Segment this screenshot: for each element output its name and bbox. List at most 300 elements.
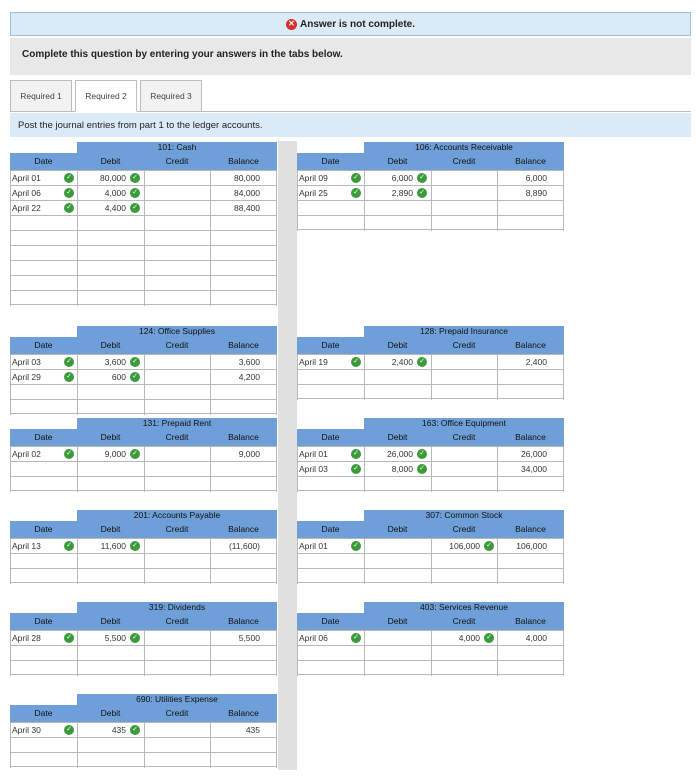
date-input[interactable] [297, 646, 364, 661]
check-icon: ✓ [64, 633, 74, 643]
date-select[interactable] [12, 370, 75, 385]
credit-input[interactable] [144, 661, 210, 676]
grid-line [77, 538, 78, 584]
grid-line [210, 630, 211, 676]
balance-value: 4,000 [525, 633, 547, 643]
grid-line [210, 354, 211, 415]
debit-input[interactable] [364, 385, 431, 400]
debit-input[interactable] [364, 171, 431, 186]
debit-input[interactable] [77, 646, 144, 661]
grid-line [297, 630, 298, 676]
tab-required-1[interactable]: Required 1 [10, 80, 72, 112]
credit-input[interactable] [431, 447, 498, 462]
column-header-debit: Debit [387, 616, 408, 626]
balance-value: 106,000 [516, 541, 547, 551]
debit-input[interactable] [77, 753, 144, 768]
credit-input[interactable] [431, 216, 497, 231]
column-header-debit: Debit [100, 432, 121, 442]
credit-input[interactable] [144, 447, 211, 462]
grid-line [563, 170, 564, 231]
grid-line [364, 630, 365, 676]
ledger-header-row [297, 337, 564, 354]
date-value: April 29 [12, 372, 41, 382]
check-icon: ✓ [64, 357, 74, 367]
date-input[interactable] [10, 276, 77, 291]
credit-input[interactable] [144, 231, 210, 246]
credit-input[interactable] [144, 171, 211, 186]
check-icon: ✓ [64, 188, 74, 198]
debit-input[interactable] [364, 216, 431, 231]
column-header-debit: Debit [100, 340, 121, 350]
credit-input[interactable] [144, 201, 211, 216]
date-select[interactable] [299, 355, 362, 370]
date-select[interactable] [299, 171, 362, 186]
debit-value: 5,500 [104, 633, 126, 643]
column-header-date: Date [321, 524, 340, 534]
balance-value: 8,890 [525, 188, 547, 198]
column-header-credit: Credit [165, 432, 189, 442]
debit-input[interactable] [77, 477, 144, 492]
date-input[interactable] [10, 291, 77, 306]
grid-line [77, 630, 78, 676]
ledger-header-row [297, 429, 564, 446]
debit-input[interactable] [364, 539, 431, 554]
date-input[interactable] [10, 231, 77, 246]
ledger-header-row [10, 705, 277, 722]
column-header-debit: Debit [387, 156, 408, 166]
debit-input[interactable] [364, 477, 431, 492]
column-header-credit: Credit [452, 156, 476, 166]
column-header-credit: Credit [452, 432, 476, 442]
debit-input[interactable] [77, 723, 144, 738]
credit-input[interactable] [431, 661, 497, 676]
date-select[interactable] [12, 201, 75, 216]
debit-input[interactable] [77, 554, 144, 569]
debit-value: 2,400 [391, 357, 413, 367]
check-icon: ✓ [351, 541, 361, 551]
debit-input[interactable] [77, 201, 144, 216]
grid-line [497, 630, 498, 676]
grid-line [431, 630, 432, 676]
credit-input[interactable] [144, 246, 210, 261]
credit-input[interactable] [144, 738, 210, 753]
credit-input[interactable] [144, 276, 210, 291]
debit-input[interactable] [77, 261, 144, 276]
date-value: April 28 [12, 633, 41, 643]
date-select[interactable] [12, 186, 75, 201]
grid-line [497, 538, 498, 584]
date-input[interactable] [10, 216, 77, 231]
debit-input[interactable] [77, 246, 144, 261]
date-input[interactable] [10, 661, 77, 676]
check-icon: ✓ [484, 541, 494, 551]
ledger-header-row [10, 429, 277, 446]
grid-line [144, 170, 145, 306]
column-header-debit: Debit [100, 616, 121, 626]
grid-line [364, 170, 365, 231]
debit-input[interactable] [77, 661, 144, 676]
ledger-title: 106: Accounts Receivable [364, 142, 564, 153]
grid-line [563, 538, 564, 584]
credit-input[interactable] [144, 753, 210, 768]
column-header-credit: Credit [165, 340, 189, 350]
credit-input[interactable] [144, 261, 210, 276]
debit-input[interactable] [77, 569, 144, 584]
grid-line [10, 538, 11, 584]
date-value: April 01 [12, 173, 41, 183]
debit-input[interactable] [77, 462, 144, 477]
ledger-title: 124: Office Supplies [77, 326, 277, 337]
column-header-debit: Debit [387, 524, 408, 534]
debit-value: 2,890 [391, 188, 413, 198]
debit-value: 600 [111, 372, 126, 382]
date-value: April 02 [12, 449, 41, 459]
credit-input[interactable] [144, 569, 210, 584]
debit-value: 4,400 [104, 203, 126, 213]
date-select[interactable] [299, 462, 362, 477]
date-select[interactable] [12, 447, 75, 462]
date-select[interactable] [12, 539, 75, 554]
credit-input[interactable] [144, 462, 210, 477]
check-icon: ✓ [351, 173, 361, 183]
date-select[interactable] [299, 631, 362, 646]
ledger-title: 403: Services Revenue [364, 602, 564, 613]
column-header-balance: Balance [228, 524, 259, 534]
date-input[interactable] [10, 554, 77, 569]
date-value: April 06 [12, 188, 41, 198]
debit-value: 4,000 [104, 188, 126, 198]
grid-line [563, 354, 564, 400]
grid-line [144, 630, 145, 676]
credit-value: 106,000 [449, 541, 480, 551]
ledger-header-row [10, 337, 277, 354]
credit-input[interactable] [144, 400, 210, 415]
debit-input[interactable] [364, 631, 431, 646]
debit-value: 6,000 [391, 173, 413, 183]
column-header-balance: Balance [515, 524, 546, 534]
date-input[interactable] [10, 462, 77, 477]
credit-input[interactable] [431, 569, 497, 584]
balance-value: 34,000 [521, 464, 547, 474]
grid-line [431, 170, 432, 231]
credit-input[interactable] [431, 201, 497, 216]
date-select[interactable] [12, 723, 75, 738]
check-icon: ✓ [130, 203, 140, 213]
banner-text: Answer is not complete. [299, 18, 416, 30]
debit-input[interactable] [77, 539, 144, 554]
debit-input[interactable] [364, 646, 431, 661]
debit-value: 8,000 [391, 464, 413, 474]
date-input[interactable] [10, 646, 77, 661]
ledger-title: 131: Prepaid Rent [77, 418, 277, 429]
debit-input[interactable] [77, 231, 144, 246]
date-input[interactable] [10, 246, 77, 261]
date-select[interactable] [12, 631, 75, 646]
check-icon: ✓ [64, 203, 74, 213]
date-select[interactable] [299, 447, 362, 462]
balance-value: 4,200 [238, 372, 260, 382]
ledger-header-row [10, 613, 277, 630]
credit-input[interactable] [431, 355, 498, 370]
debit-input[interactable] [364, 462, 431, 477]
date-value: April 30 [12, 725, 41, 735]
credit-input[interactable] [144, 723, 211, 738]
credit-input[interactable] [144, 370, 211, 385]
debit-input[interactable] [364, 569, 431, 584]
check-icon: ✓ [130, 449, 140, 459]
grid-line [364, 446, 365, 492]
grid-line [77, 170, 78, 306]
debit-input[interactable] [77, 631, 144, 646]
date-value: April 19 [299, 357, 328, 367]
credit-input[interactable] [431, 370, 497, 385]
grid-line [431, 446, 432, 492]
column-header-date: Date [34, 432, 53, 442]
column-header-credit: Credit [452, 616, 476, 626]
debit-input[interactable] [77, 291, 144, 306]
column-header-debit: Debit [100, 708, 121, 718]
column-separator [278, 141, 297, 770]
debit-input[interactable] [364, 447, 431, 462]
debit-input[interactable] [364, 661, 431, 676]
debit-input[interactable] [77, 216, 144, 231]
date-input[interactable] [297, 216, 364, 231]
balance-value: 80,000 [234, 173, 260, 183]
column-header-balance: Balance [228, 340, 259, 350]
balance-value: 5,500 [238, 633, 260, 643]
check-icon: ✓ [130, 372, 140, 382]
check-icon: ✓ [130, 541, 140, 551]
credit-input[interactable] [431, 631, 498, 646]
column-header-credit: Credit [452, 340, 476, 350]
debit-input[interactable] [77, 186, 144, 201]
credit-input[interactable] [431, 554, 497, 569]
check-icon: ✓ [130, 173, 140, 183]
check-icon: ✓ [417, 464, 427, 474]
date-value: April 25 [299, 188, 328, 198]
balance-value: 435 [245, 725, 260, 735]
tab-bar [10, 80, 205, 112]
debit-input[interactable] [77, 385, 144, 400]
ledger-header-row [297, 153, 564, 170]
grid-line [77, 446, 78, 492]
answer-status-banner [10, 12, 691, 36]
date-value: April 01 [299, 449, 328, 459]
check-icon: ✓ [130, 188, 140, 198]
date-input[interactable] [297, 370, 364, 385]
debit-value: 3,600 [104, 357, 126, 367]
debit-input[interactable] [364, 355, 431, 370]
credit-input[interactable] [431, 646, 497, 661]
grid-line [276, 446, 277, 492]
column-header-credit: Credit [165, 156, 189, 166]
check-icon: ✓ [351, 357, 361, 367]
credit-input[interactable] [144, 539, 211, 554]
credit-input[interactable] [144, 646, 210, 661]
balance-value: 6,000 [525, 173, 547, 183]
date-input[interactable] [10, 400, 77, 415]
grid-line [210, 722, 211, 768]
date-input[interactable] [10, 261, 77, 276]
date-input[interactable] [10, 385, 77, 400]
credit-input[interactable] [431, 171, 498, 186]
check-icon: ✓ [130, 357, 140, 367]
grid-line [144, 538, 145, 584]
date-value: April 06 [299, 633, 328, 643]
date-value: April 03 [12, 357, 41, 367]
check-icon: ✓ [64, 541, 74, 551]
instructions: Complete this question by entering your answers in the tabs below. [10, 38, 691, 75]
column-header-debit: Debit [100, 524, 121, 534]
column-header-debit: Debit [387, 432, 408, 442]
check-icon: ✓ [130, 725, 140, 735]
column-header-balance: Balance [228, 432, 259, 442]
grid-line [276, 354, 277, 415]
credit-input[interactable] [144, 355, 211, 370]
debit-input[interactable] [364, 186, 431, 201]
column-header-credit: Credit [165, 708, 189, 718]
balance-value: 3,600 [238, 357, 260, 367]
date-input[interactable] [297, 201, 364, 216]
credit-input[interactable] [431, 385, 497, 400]
credit-input[interactable] [144, 477, 210, 492]
credit-input[interactable] [431, 539, 498, 554]
ledger-header-row [10, 153, 277, 170]
grid-line [431, 538, 432, 584]
balance-value: 9,000 [238, 449, 260, 459]
debit-input[interactable] [77, 276, 144, 291]
date-value: April 22 [12, 203, 41, 213]
post-instruction: Post the journal entries from part 1 to the ledger accounts. [10, 113, 691, 137]
tab-required-3[interactable]: Required 3 [140, 80, 202, 112]
ledger-title: 690: Utilities Expense [77, 694, 277, 705]
date-input[interactable] [297, 554, 364, 569]
ledger-title: 307: Common Stock [364, 510, 564, 521]
grid-line [10, 722, 11, 768]
debit-input[interactable] [364, 201, 431, 216]
debit-input[interactable] [77, 400, 144, 415]
column-header-credit: Credit [165, 524, 189, 534]
debit-value: 435 [111, 725, 126, 735]
check-icon: ✓ [417, 357, 427, 367]
tab-required-2[interactable]: Required 2 [75, 80, 137, 112]
ledger-title: 101: Cash [77, 142, 277, 153]
grid-line [10, 630, 11, 676]
grid-line [10, 354, 11, 415]
column-header-balance: Balance [228, 708, 259, 718]
credit-input[interactable] [144, 631, 211, 646]
check-icon: ✓ [417, 188, 427, 198]
column-header-date: Date [321, 616, 340, 626]
date-select[interactable] [299, 539, 362, 554]
grid-line [364, 354, 365, 400]
credit-input[interactable] [144, 186, 211, 201]
grid-line [297, 354, 298, 400]
credit-input[interactable] [144, 554, 210, 569]
check-icon: ✓ [64, 449, 74, 459]
debit-input[interactable] [77, 738, 144, 753]
grid-line [431, 354, 432, 400]
date-select[interactable] [12, 355, 75, 370]
error-icon: ✕ [286, 19, 297, 30]
balance-value: 2,400 [525, 357, 547, 367]
grid-line [497, 354, 498, 400]
column-header-date: Date [321, 340, 340, 350]
debit-input[interactable] [364, 554, 431, 569]
date-input[interactable] [297, 569, 364, 584]
column-header-debit: Debit [387, 340, 408, 350]
ledger-header-row [10, 521, 277, 538]
grid-line [563, 446, 564, 492]
debit-input[interactable] [77, 370, 144, 385]
credit-input[interactable] [144, 385, 210, 400]
credit-input[interactable] [431, 477, 497, 492]
grid-line [276, 538, 277, 584]
credit-value: 4,000 [458, 633, 480, 643]
column-header-date: Date [34, 524, 53, 534]
debit-input[interactable] [77, 171, 144, 186]
grid-line [297, 170, 298, 231]
debit-input[interactable] [77, 447, 144, 462]
grid-line [364, 538, 365, 584]
date-value: April 09 [299, 173, 328, 183]
column-header-balance: Balance [515, 432, 546, 442]
column-header-balance: Balance [228, 156, 259, 166]
grid-line [210, 446, 211, 492]
date-value: April 01 [299, 541, 328, 551]
date-input[interactable] [10, 569, 77, 584]
grid-line [276, 722, 277, 768]
credit-input[interactable] [431, 186, 498, 201]
date-select[interactable] [12, 171, 75, 186]
grid-line [210, 538, 211, 584]
date-input[interactable] [10, 753, 77, 768]
grid-line [144, 446, 145, 492]
date-input[interactable] [297, 385, 364, 400]
ledger-title: 128: Prepaid Insurance [364, 326, 564, 337]
debit-value: 80,000 [100, 173, 126, 183]
date-input[interactable] [297, 477, 364, 492]
column-header-date: Date [34, 340, 53, 350]
column-header-date: Date [34, 616, 53, 626]
check-icon: ✓ [64, 372, 74, 382]
column-header-date: Date [34, 708, 53, 718]
credit-input[interactable] [431, 462, 498, 477]
check-icon: ✓ [351, 464, 361, 474]
column-header-debit: Debit [100, 156, 121, 166]
balance-value: 88,400 [234, 203, 260, 213]
debit-value: 26,000 [387, 449, 413, 459]
debit-input[interactable] [77, 355, 144, 370]
date-value: April 13 [12, 541, 41, 551]
column-header-credit: Credit [165, 616, 189, 626]
ledger-title: 163: Office Equipment [364, 418, 564, 429]
grid-line [10, 170, 11, 306]
credit-input[interactable] [144, 216, 210, 231]
ledger-title: 201: Accounts Payable [77, 510, 277, 521]
debit-input[interactable] [364, 370, 431, 385]
grid-line [10, 446, 11, 492]
date-input[interactable] [297, 661, 364, 676]
grid-line [276, 630, 277, 676]
check-icon: ✓ [64, 173, 74, 183]
date-input[interactable] [10, 738, 77, 753]
column-header-balance: Balance [515, 156, 546, 166]
balance-value: (11,600) [228, 541, 260, 551]
date-select[interactable] [299, 186, 362, 201]
credit-input[interactable] [144, 291, 210, 306]
date-input[interactable] [10, 477, 77, 492]
